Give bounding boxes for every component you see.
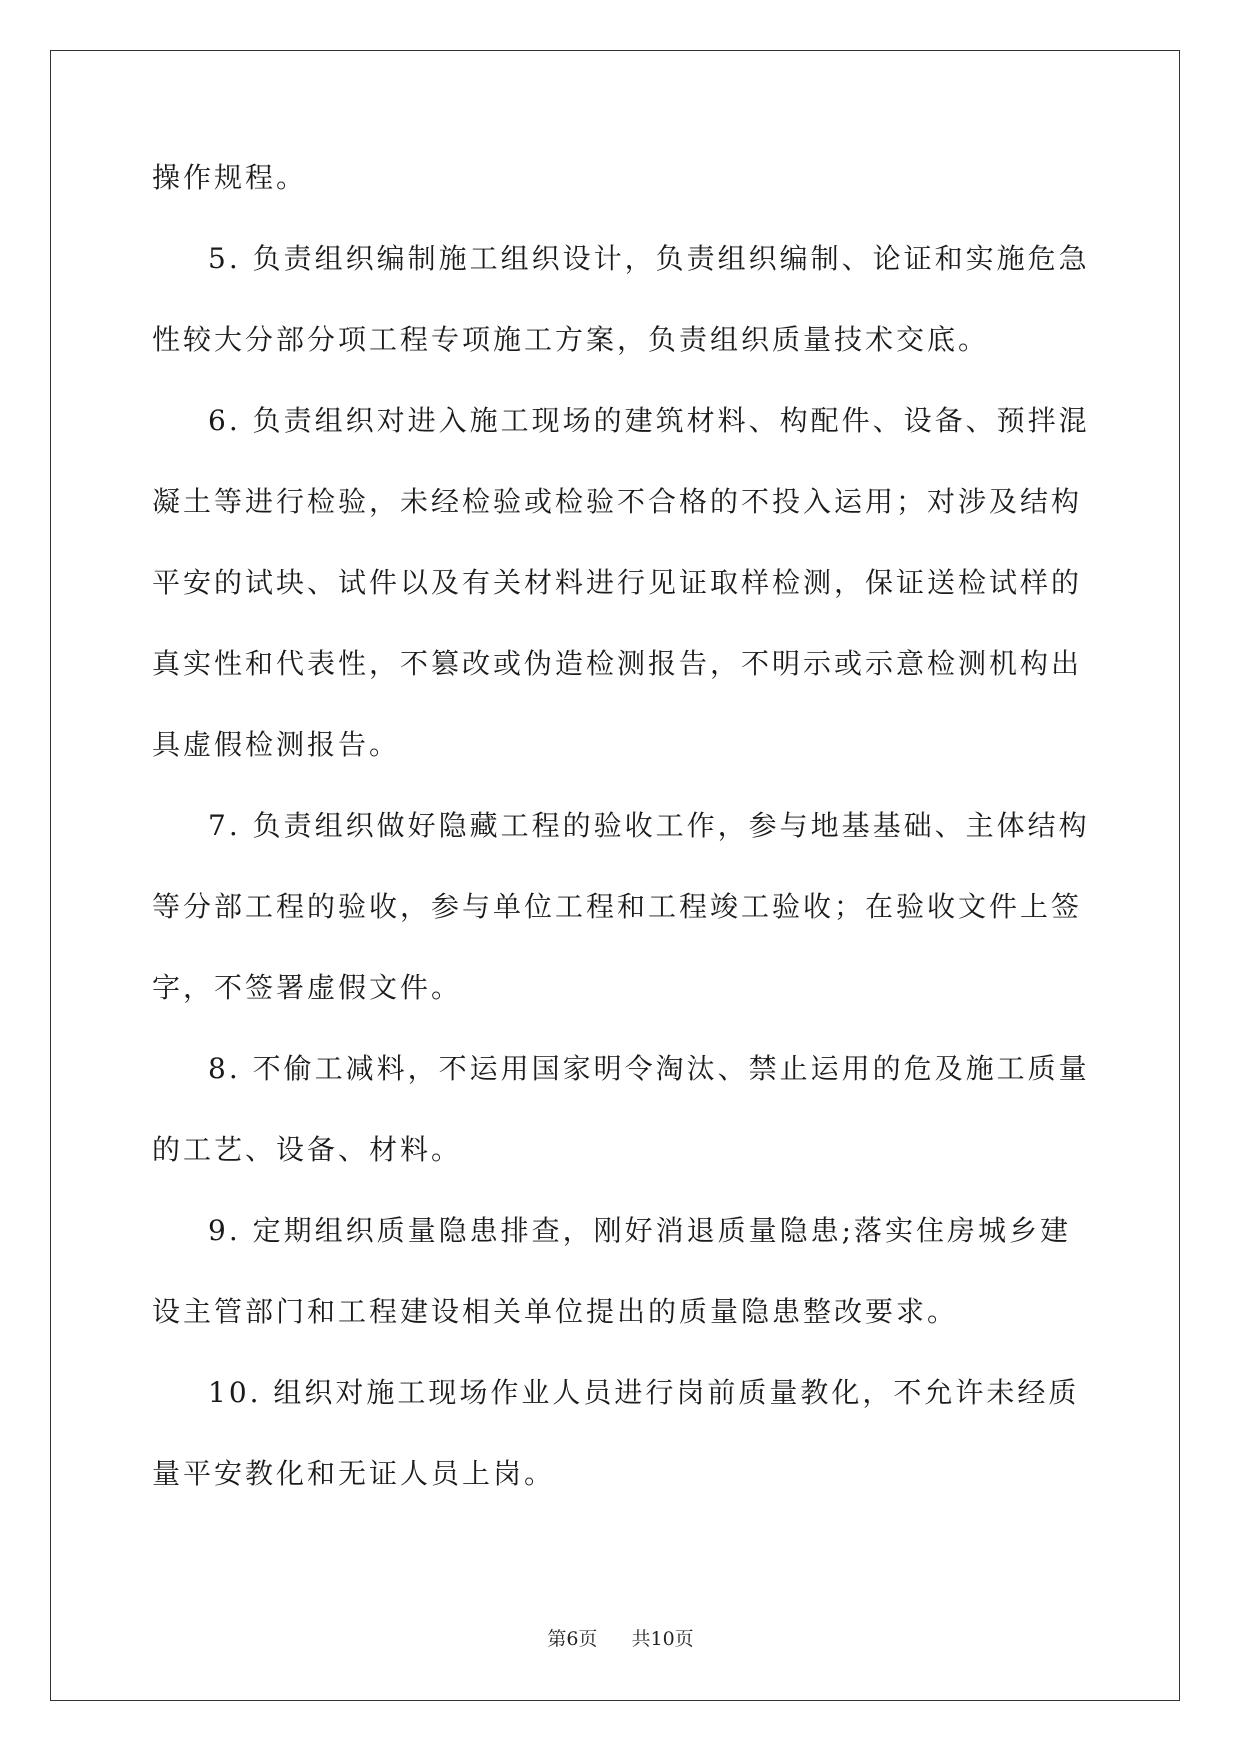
text-line: 字，不签署虚假文件。 — [152, 971, 463, 1004]
text-line: 5. 负责组织编制施工组织设计，负责组织编制、论证和实施危急 — [208, 242, 1090, 275]
text-line: 凝土等进行检验，未经检验或检验不合格的不投入运用；对涉及结构 — [152, 485, 1083, 518]
paragraph-item-9 — [152, 1190, 1082, 1352]
page-number: 第6页 — [547, 1628, 598, 1650]
text-line: 具虚假检测报告。 — [152, 728, 401, 761]
text-line: 9. 定期组织质量隐患排查，刚好消退质量隐患;落实住房城乡建 — [208, 1214, 1072, 1247]
page-total: 共10页 — [631, 1628, 694, 1650]
text-line: 量平安教化和无证人员上岗。 — [152, 1457, 556, 1490]
page-footer — [0, 1624, 1241, 1651]
text-line: 10. 组织对施工现场作业人员进行岗前质量教化，不允许未经质 — [208, 1376, 1080, 1409]
text-line: 8. 不偷工减料，不运用国家明令淘汰、禁止运用的危及施工质量 — [208, 1052, 1090, 1085]
text-line: 7. 负责组织做好隐藏工程的验收工作，参与地基基础、主体结构 — [208, 809, 1090, 842]
document-body — [152, 160, 1090, 1514]
text-line: 6. 负责组织对进入施工现场的建筑材料、构配件、设备、预拌混 — [208, 404, 1090, 437]
text-line: 操作规程。 — [152, 161, 308, 194]
paragraph-item-7 — [152, 785, 1090, 1028]
text-line: 平安的试块、试件以及有关材料进行见证取样检测，保证送检试样的 — [152, 566, 1083, 599]
text-line: 真实性和代表性，不篡改或伪造检测报告，不明示或示意检测机构出 — [152, 647, 1083, 680]
text-line: 等分部工程的验收，参与单位工程和工程竣工验收；在验收文件上签 — [152, 890, 1083, 923]
text-line: 的工艺、设备、材料。 — [152, 1133, 463, 1166]
paragraph-item-6 — [152, 380, 1090, 785]
paragraph-continuation — [152, 137, 1082, 218]
text-line: 性较大分部分项工程专项施工方案，负责组织质量技术交底。 — [152, 323, 990, 356]
paragraph-item-8 — [152, 1028, 1090, 1190]
text-line: 设主管部门和工程建设相关单位提出的质量隐患整改要求。 — [152, 1295, 959, 1328]
paragraph-item-10 — [152, 1352, 1082, 1514]
paragraph-item-5 — [152, 218, 1090, 380]
